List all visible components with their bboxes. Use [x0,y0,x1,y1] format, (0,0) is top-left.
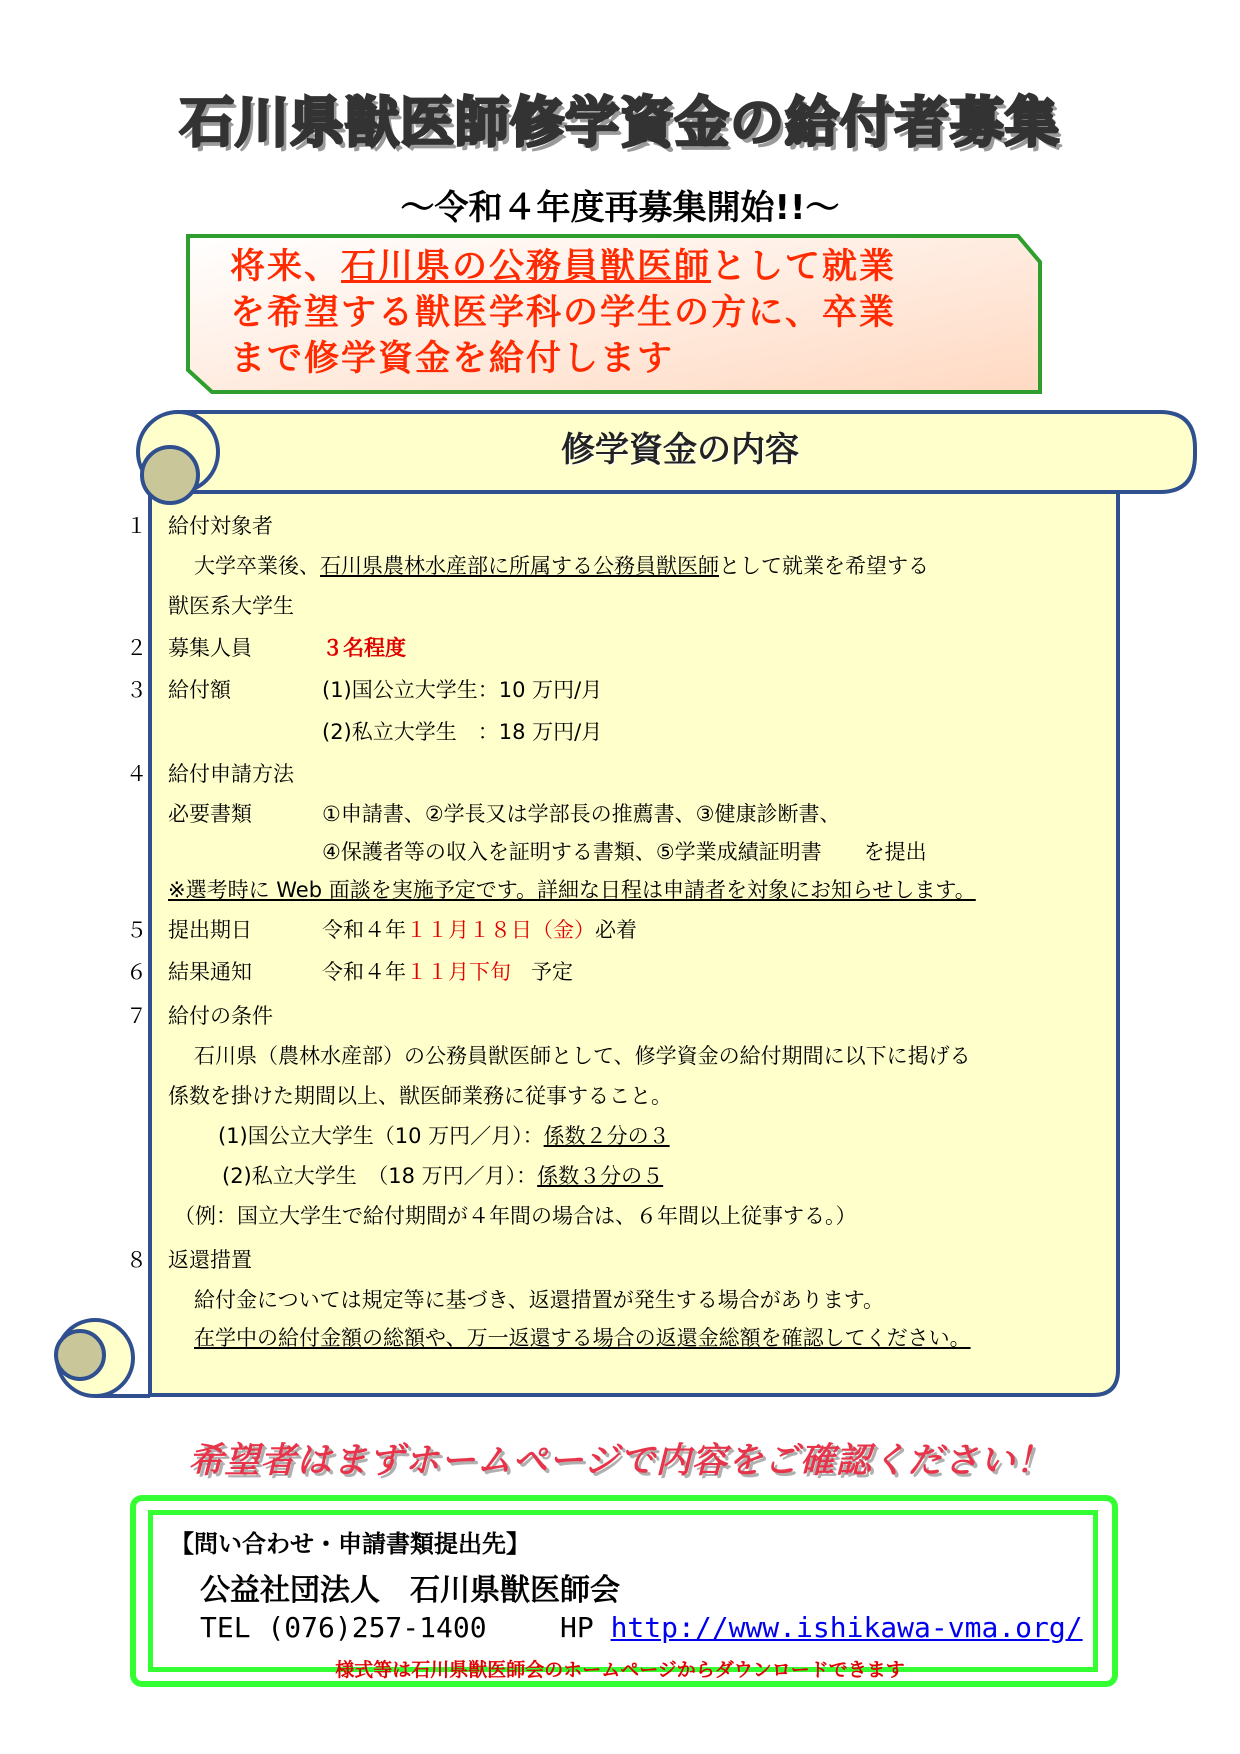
item-label: 給付の条件 [168,1004,273,1028]
item-number: ４ [126,762,147,786]
homepage-link[interactable]: http://www.ishikawa-vma.org/ [610,1611,1083,1644]
interview-note: ※選考時に Web 面談を実施予定です。詳細な日程は申請者を対象にお知らせします。 [168,878,976,902]
result-date: １１月下旬 [406,960,511,984]
item-label: 提出期日 [168,918,252,942]
item-number: ６ [126,960,147,984]
item-label: 給付対象者 [168,514,273,538]
callout-line-1: 将来、石川県の公務員獣医師として就業 [230,247,897,287]
item-number: ３ [126,678,147,702]
docs-label: 必要書類 [168,802,252,826]
condition-example: （例：国立大学生で給付期間が４年間の場合は、６年間以上従事する。） [174,1204,857,1228]
repayment-text-2: 在学中の給付金額の総額や、万一返還する場合の返還金総額を確認してください。 [194,1326,971,1350]
contact-organization: 公益社団法人 石川県獣医師会 [200,1573,620,1608]
download-note: 様式等は石川県獣医師会のホームページからダウンロードできます [335,1659,905,1681]
deadline-date: １１月１８日（金） [406,918,595,942]
item-label: 給付額 [168,678,231,702]
item-number: ５ [126,918,147,942]
item-1-text-2: 獣医系大学生 [168,594,294,618]
hp-label: HP [560,1611,594,1644]
item-1-text: 大学卒業後、石川県農林水産部に所属する公務員獣医師として就業を希望する [194,554,929,578]
amount-option-1: (1)国公立大学生：10 万円/月 [322,678,603,702]
content-heading: 修学資金の内容 [561,430,799,470]
condition-text-2: 係数を掛けた期間以上、獣医師業務に従事すること。 [168,1084,672,1108]
item-label: 募集人員 [168,636,252,660]
homepage-call-to-action: 希望者はまずホームページで内容をご確認ください！ [188,1441,1052,1481]
item-label: 返還措置 [168,1248,252,1272]
repayment-text-1: 給付金については規定等に基づき、返還措置が発生する場合があります。 [194,1288,885,1312]
coefficient-1: (1)国公立大学生（10 万円／月）：係数２分の３ [218,1124,670,1148]
item-number: ８ [126,1248,147,1272]
callout-line-2: を希望する獣医学科の学生の方に、卒業 [230,293,897,333]
item-label: 結果通知 [168,960,252,984]
contact-label: 【問い合わせ・申請書類提出先】 [170,1530,530,1558]
recruit-count: ３名程度 [322,636,406,660]
item-number: １ [126,514,147,538]
item-number: ２ [126,636,147,660]
contact-phone: TEL (076)257-1400 [200,1611,487,1644]
contact-homepage [560,1611,1083,1644]
docs-line-1: ①申請書、②学長又は学部長の推薦書、③健康診断書、 [322,802,841,826]
docs-line-2: ④保護者等の収入を証明する書類、⑤学業成績証明書 を提出 [322,840,927,864]
coefficient-2: (2)私立大学生 （18 万円／月）：係数３分の５ [222,1164,664,1188]
callout-line-3: まで修学資金を給付します [230,339,675,379]
condition-text-1: 石川県（農林水産部）の公務員獣医師として、修学資金の給付期間に以下に掲げる [194,1044,971,1068]
amount-option-2: (2)私立大学生 ：18 万円/月 [322,720,603,744]
page-subtitle: ～令和４年度再募集開始!!～ [400,188,840,228]
page-title: 石川県獣医師修学資金の給付者募集 [180,91,1060,154]
item-label: 給付申請方法 [168,762,294,786]
callout-emphasis: 石川県の公務員獣医師 [341,247,712,287]
item-number: ７ [126,1004,147,1028]
